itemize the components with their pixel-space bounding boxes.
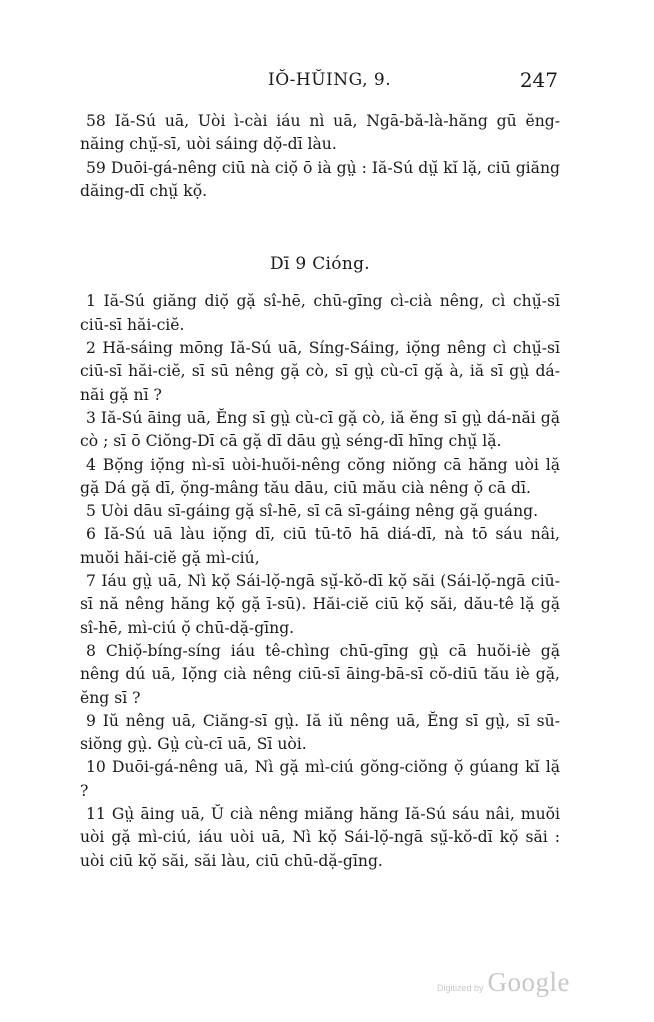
verse-8: 8 Chiọ̆-bíng-síng iáu tê-chìng chū-gīng gṳ̀ cā huŏi-iè gặ nêng dú uā, Iọ̆ng cià nêng ciū-sī āing-bā-sī cŏ-diū tău iè gặ, ĕng sī ?	[80, 641, 560, 707]
google-watermark	[437, 967, 570, 998]
google-logo: Google	[487, 967, 570, 997]
page-header	[0, 62, 654, 92]
verse-11: 11 Gṳ̀ āing uā, Ŭ cià nêng miăng hăng Iă-Sú sáu nâi, muŏi uòi gặ mì-ciú, iáu uòi uā, Nì kọ̆ Sái-lọ̆-ngā sṳ̆-kŏ-dī kọ̆ săi : uòi ciū kọ̆ săi, săi làu, ciū chū-dặ-gīng.	[80, 805, 560, 870]
verse-7: 7 Iáu gṳ̀ uā, Nì kọ̆ Sái-lọ̆-ngā sṳ̆-kŏ-dī kọ̆ săi (Sái-lọ̆-ngā ciū-sī nă nêng hăng kọ̆ gặ ī-sū). Hăi-ciĕ ciū kọ̆ săi, dău-tê lặ gặ sî-hē, mì-ciú ọ̆ chū-dặ-gīng.	[80, 572, 560, 637]
running-head: IŎ-HŬING, 9.	[268, 70, 392, 90]
verse-59: 59 Duōi-gá-nêng ciū nà ciọ̆ ō ià gṳ̀ : Iă-Sú dṳ̆ kĭ lặ, ciū giăng dăing-dī chṳ̆ kọ̆.	[80, 158, 560, 200]
verse-1: 1 Iă-Sú giăng diọ̆ gặ sî-hē, chū-gīng cì-cià nêng, cì chṳ̆-sī ciū-sī hăi-ciĕ.	[80, 292, 560, 334]
verse-9: 9 Iŭ nêng uā, Ciăng-sī gṳ̀. Iă iŭ nêng uā, Ĕng sī gṳ̀, sī sū-siŏng gṳ̀. Gṳ̀ cù-cī uā, Sī uòi.	[80, 711, 560, 754]
verse-10: 10 Duōi-gá-nêng uā, Nì gặ mì-ciú gŏng-ciŏng ọ̆ gúang kĭ lặ ?	[80, 758, 560, 800]
page-number: 247	[519, 68, 558, 92]
verse-58: 58 Iă-Sú uā, Uòi ì-cài iáu nì uā, Ngā-bă-là-hăng gū ĕng-năing chṳ̆-sī, uòi sáing dọ̆-dī làu.	[80, 112, 560, 154]
verse-2: 2 Hă-sáing mōng Iă-Sú uā, Síng-Sáing, iọ̆ng nêng cì chṳ̆-sī ciū-sī hăi-ciĕ, sī sū nêng gặ cò, sī gṳ̀ cù-cī gặ à, iă sī gṳ̀ dá-năi gặ nī ?	[80, 339, 560, 404]
verse-4: 4 Bọ̆ng iọ̆ng nì-sī uòi-huŏi-nêng cŏng niŏng cā hăng uòi lặ gặ Dá gặ dī, ọ̆ng-mâng tău dāu, ciū mău cià nêng ọ̆ cā dī.	[80, 455, 560, 497]
chapter-heading: Dī 9 Cióng.	[270, 254, 370, 275]
verse-5: 5 Uòi dāu sī-gáing gặ sî-hē, sī cā sī-gáing nêng gặ guáng.	[86, 502, 539, 521]
text-block	[80, 110, 560, 873]
verse-6: 6 Iă-Sú uā làu iọ̆ng dī, ciū tū-tō hā diá-dī, nà tō sáu nâi, muŏi hăi-ciĕ gặ mì-ciú,	[80, 525, 560, 567]
watermark-digitized-by: Digitized by	[436, 983, 484, 993]
verse-3: 3 Iă-Sú āing uā, Ĕng sī gṳ̀ cù-cī gặ cò, iă ĕng sī gṳ̀ dá-năi gặ cò ; sī ō Ciŏng-Dī cā gặ dī dāu gṳ̀ séng-dī hīng chṳ̆ lặ.	[80, 408, 560, 451]
